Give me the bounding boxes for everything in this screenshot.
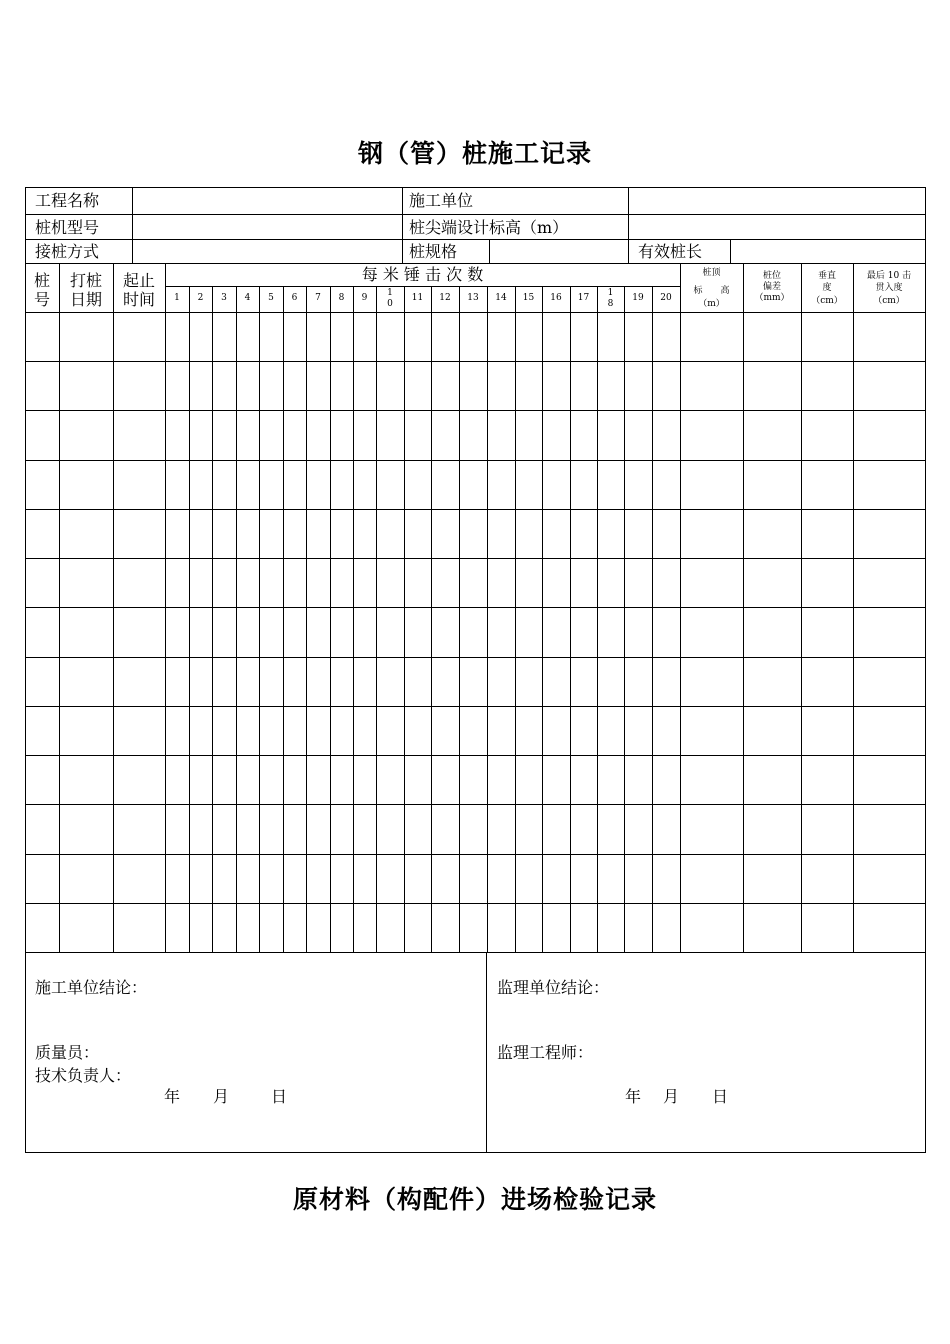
blow-col-label: 2 <box>197 293 204 303</box>
form-border-right <box>925 187 926 1153</box>
blow-col-label: 16 <box>550 293 562 303</box>
grid-line <box>25 214 926 215</box>
grid-line <box>353 286 354 953</box>
conclusion-divider <box>486 952 487 1153</box>
blow-col-label: 7 <box>315 293 321 303</box>
header-last-10-penetration: （cm） <box>873 296 905 306</box>
blow-col-label: 0 <box>387 299 393 309</box>
page-title: 钢（管）桩施工记录 <box>357 139 592 168</box>
table-row-line <box>25 804 926 805</box>
grid-line <box>59 263 60 953</box>
table-row-line <box>25 706 926 707</box>
blow-col-label: 4 <box>244 293 251 303</box>
grid-line <box>25 263 926 264</box>
header-pile-no: 号 <box>33 290 50 309</box>
grid-line <box>487 286 488 953</box>
blows-header-divider <box>165 286 681 287</box>
label-project-name: 工程名称 <box>35 191 100 210</box>
grid-line <box>113 263 114 953</box>
grid-line <box>624 286 625 953</box>
blow-col-label: 5 <box>268 293 274 303</box>
grid-line <box>330 286 331 953</box>
label-splice-method: 接桩方式 <box>35 242 100 261</box>
grid-line <box>515 286 516 953</box>
table-row-line <box>25 558 926 559</box>
date-month-label: 月 <box>663 1087 680 1106</box>
label-pile-machine-model: 桩机型号 <box>35 218 100 237</box>
grid-line <box>489 239 490 264</box>
supervision-unit-conclusion-label: 监理单位结论： <box>497 978 610 997</box>
grid-line <box>431 286 432 953</box>
grid-line <box>283 286 284 953</box>
header-blows-per-meter: 每 米 锤 击 次 数 <box>361 265 484 284</box>
grid-line <box>730 239 731 264</box>
supervising-engineer-label: 监理工程师： <box>497 1043 594 1062</box>
blow-col-label: 11 <box>411 293 424 303</box>
header-start-end-time: 时间 <box>122 290 155 309</box>
grid-line <box>628 187 629 240</box>
grid-line <box>376 286 377 953</box>
date-month-label: 月 <box>213 1087 230 1106</box>
table-row-line <box>25 460 926 461</box>
grid-line <box>570 286 571 953</box>
date-day-label: 日 <box>271 1087 288 1106</box>
header-pile-deviation: （mm） <box>754 293 790 303</box>
quality-inspector-label: 质量员： <box>35 1043 100 1062</box>
grid-line <box>597 286 598 953</box>
blow-col-label: 20 <box>660 293 672 303</box>
blow-col-label: 12 <box>439 293 451 303</box>
label-pile-spec: 桩规格 <box>409 242 458 261</box>
grid-line <box>236 286 237 953</box>
blow-col-label: 3 <box>221 293 227 303</box>
table-bottom-line <box>25 952 926 953</box>
grid-line <box>259 286 260 953</box>
construction-unit-conclusion-label: 施工单位结论： <box>35 978 148 997</box>
label-pile-tip-design-elevation: 桩尖端设计标高（m） <box>409 218 569 237</box>
table-row-line <box>25 410 926 411</box>
grid-line <box>680 263 681 953</box>
header-bottom-line <box>25 312 926 313</box>
grid-line <box>404 286 405 953</box>
table-row-line <box>25 509 926 510</box>
header-last-10-penetration: 最后 10 击 <box>866 271 912 281</box>
table-row-line <box>25 657 926 658</box>
date-day-label: 日 <box>712 1087 729 1106</box>
form-border-left <box>25 187 26 1153</box>
header-last-10-penetration: 贯入度 <box>875 283 903 293</box>
header-start-end-time: 起止 <box>122 271 155 290</box>
form-border-top <box>25 187 926 188</box>
header-pile-date: 日期 <box>69 290 102 309</box>
blow-col-label: 8 <box>338 293 345 303</box>
header-pile-date: 打桩 <box>69 271 102 290</box>
date-year-label: 年 <box>625 1087 642 1106</box>
header-pile-deviation: 桩位 <box>762 271 781 281</box>
blow-col-label: 1 <box>607 288 614 298</box>
blow-col-label: 1 <box>174 293 180 303</box>
blow-col-label: 9 <box>361 293 368 303</box>
table-row-line <box>25 361 926 362</box>
next-section-title: 原材料（构配件）进场检验记录 <box>292 1185 657 1214</box>
grid-line <box>25 239 926 240</box>
header-verticality: 垂直 <box>817 271 836 281</box>
header-pile-deviation: 偏差 <box>762 282 781 292</box>
grid-line <box>652 286 653 953</box>
grid-line <box>189 286 190 953</box>
blow-col-label: 15 <box>522 293 535 303</box>
form-border-bottom <box>25 1152 926 1153</box>
blow-col-label: 14 <box>495 293 507 303</box>
grid-line <box>306 286 307 953</box>
grid-line <box>743 263 744 953</box>
technical-lead-label: 技术负责人： <box>35 1066 132 1085</box>
blow-col-label: 13 <box>467 293 479 303</box>
header-pile-no: 桩 <box>33 271 50 290</box>
grid-line <box>165 263 166 953</box>
blow-col-label: 8 <box>607 299 614 309</box>
blow-col-label: 6 <box>291 293 298 303</box>
grid-line <box>402 187 403 264</box>
date-year-label: 年 <box>164 1087 181 1106</box>
table-row-line <box>25 755 926 756</box>
header-pile-top-elevation: （m） <box>698 299 725 309</box>
grid-line <box>459 286 460 953</box>
header-verticality: 度 <box>822 283 832 293</box>
table-row-line <box>25 854 926 855</box>
grid-line <box>853 263 854 953</box>
table-row-line <box>25 903 926 904</box>
blow-col-label: 19 <box>632 293 644 303</box>
grid-line <box>132 187 133 264</box>
label-construction-unit: 施工单位 <box>409 191 474 210</box>
grid-line <box>212 286 213 953</box>
header-pile-top-elevation: 桩顶 <box>702 268 721 278</box>
header-pile-top-elevation: 标 高 <box>693 286 730 296</box>
grid-line <box>542 286 543 953</box>
grid-line <box>628 239 629 264</box>
table-row-line <box>25 607 926 608</box>
header-verticality: （cm） <box>811 296 843 306</box>
blow-col-label: 17 <box>577 293 590 303</box>
grid-line <box>801 263 802 953</box>
blow-col-label: 1 <box>387 288 393 298</box>
label-effective-length: 有效桩长 <box>638 242 703 261</box>
